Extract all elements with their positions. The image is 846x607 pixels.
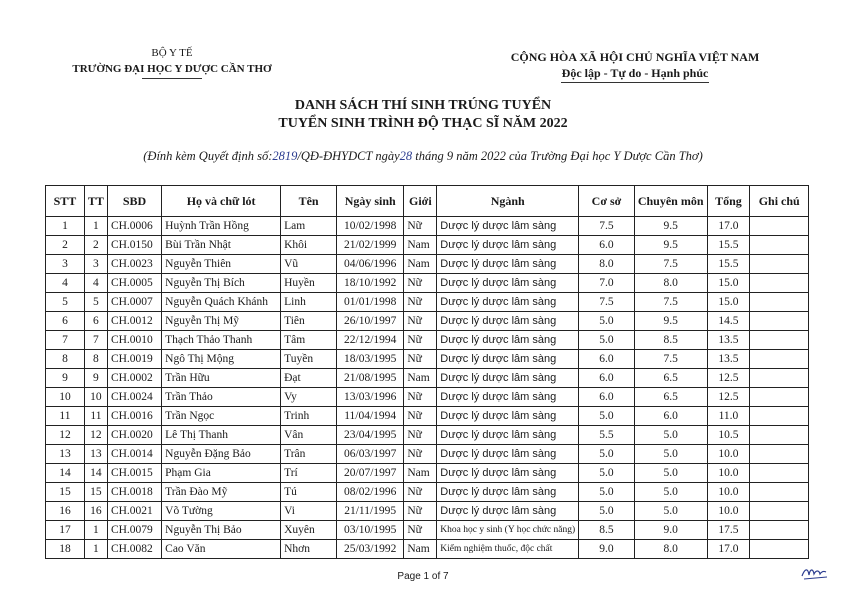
cell-co-so: 5.0	[579, 445, 635, 464]
cell-ngay-sinh: 21/11/1995	[337, 502, 404, 521]
cell-gioi: Nam	[404, 540, 437, 559]
cell-tong: 15.0	[707, 274, 750, 293]
cell-ghi-chu	[750, 236, 809, 255]
cell-ho-va-chu-lot: Nguyễn Thị Bích	[162, 274, 281, 293]
cell-ghi-chu	[750, 426, 809, 445]
cell-ten: Vy	[281, 388, 337, 407]
cell-chuyen-mon: 9.5	[634, 312, 707, 331]
cell-stt: 15	[46, 483, 85, 502]
cell-tt: 11	[84, 407, 107, 426]
cell-tt: 1	[84, 217, 107, 236]
cell-chuyen-mon: 5.0	[634, 464, 707, 483]
cell-tong: 12.5	[707, 388, 750, 407]
cell-tong: 12.5	[707, 369, 750, 388]
table-header-row	[46, 186, 809, 217]
cell-ngay-sinh: 08/02/1996	[337, 483, 404, 502]
column-header-chuyen-mon: Chuyên môn	[634, 186, 707, 217]
cell-co-so: 8.5	[579, 521, 635, 540]
cell-gioi: Nữ	[404, 350, 437, 369]
document-subtitle-title: TUYỂN SINH TRÌNH ĐỘ THẠC SĨ NĂM 2022	[278, 116, 568, 131]
column-header-ten: Tên	[281, 186, 337, 217]
cell-tt: 15	[84, 483, 107, 502]
cell-stt: 8	[46, 350, 85, 369]
cell-sbd: CH.0020	[107, 426, 161, 445]
cell-co-so: 7.0	[579, 274, 635, 293]
cell-ho-va-chu-lot: Thạch Thảo Thanh	[162, 331, 281, 350]
cell-gioi: Nữ	[404, 388, 437, 407]
cell-ten: Linh	[281, 293, 337, 312]
cell-ngay-sinh: 01/01/1998	[337, 293, 404, 312]
cell-sbd: CH.0014	[107, 445, 161, 464]
cell-tt: 7	[84, 331, 107, 350]
cell-ho-va-chu-lot: Trần Ngọc	[162, 407, 281, 426]
cell-stt: 7	[46, 331, 85, 350]
cell-co-so: 5.0	[579, 407, 635, 426]
cell-chuyen-mon: 9.0	[634, 521, 707, 540]
cell-co-so: 9.0	[579, 540, 635, 559]
cell-ten: Xuyên	[281, 521, 337, 540]
cell-sbd: CH.0006	[107, 217, 161, 236]
cell-stt: 11	[46, 407, 85, 426]
cell-nganh: Khoa học y sinh (Y học chức năng)	[437, 521, 579, 540]
cell-ngay-sinh: 18/03/1995	[337, 350, 404, 369]
cell-chuyen-mon: 8.0	[634, 274, 707, 293]
cell-ten: Khôi	[281, 236, 337, 255]
cell-tong: 13.5	[707, 350, 750, 369]
cell-nganh: Dược lý dược lâm sàng	[437, 502, 579, 521]
table-row	[46, 331, 809, 350]
decision-day: 28	[399, 149, 413, 163]
cell-ho-va-chu-lot: Ngô Thị Mộng	[162, 350, 281, 369]
cell-ghi-chu	[750, 217, 809, 236]
cell-stt: 6	[46, 312, 85, 331]
cell-gioi: Nữ	[404, 407, 437, 426]
cell-stt: 17	[46, 521, 85, 540]
cell-chuyen-mon: 8.0	[634, 540, 707, 559]
cell-sbd: CH.0018	[107, 483, 161, 502]
decision-reference	[0, 149, 846, 164]
cell-ten: Tú	[281, 483, 337, 502]
cell-sbd: CH.0005	[107, 274, 161, 293]
column-header-ho-va-chu-lot: Họ và chữ lót	[162, 186, 281, 217]
cell-stt: 9	[46, 369, 85, 388]
decision-number: 2819	[272, 149, 298, 163]
cell-chuyen-mon: 9.5	[634, 236, 707, 255]
cell-gioi: Nam	[404, 236, 437, 255]
cell-ngay-sinh: 13/03/1996	[337, 388, 404, 407]
cell-chuyen-mon: 5.0	[634, 445, 707, 464]
cell-gioi: Nữ	[404, 312, 437, 331]
cell-chuyen-mon: 7.5	[634, 293, 707, 312]
cell-tt: 14	[84, 464, 107, 483]
cell-stt: 2	[46, 236, 85, 255]
cell-ngay-sinh: 22/12/1994	[337, 331, 404, 350]
cell-chuyen-mon: 9.5	[634, 217, 707, 236]
cell-ten: Trí	[281, 464, 337, 483]
column-header-tt: TT	[84, 186, 107, 217]
cell-ten: Trân	[281, 445, 337, 464]
cell-co-so: 5.0	[579, 464, 635, 483]
cell-tt: 10	[84, 388, 107, 407]
cell-gioi: Nữ	[404, 331, 437, 350]
cell-co-so: 5.0	[579, 312, 635, 331]
table-body	[46, 217, 809, 559]
table-row	[46, 540, 809, 559]
table-row	[46, 407, 809, 426]
cell-ho-va-chu-lot: Bùi Trần Nhật	[162, 236, 281, 255]
table-row	[46, 236, 809, 255]
cell-sbd: CH.0082	[107, 540, 161, 559]
cell-gioi: Nam	[404, 255, 437, 274]
cell-ngay-sinh: 11/04/1994	[337, 407, 404, 426]
cell-tong: 17.0	[707, 540, 750, 559]
ministry-name: BỘ Y TẾ	[151, 47, 193, 59]
cell-tong: 17.5	[707, 521, 750, 540]
cell-ngay-sinh: 03/10/1995	[337, 521, 404, 540]
cell-tt: 1	[84, 521, 107, 540]
table-row	[46, 426, 809, 445]
column-header-gioi: Giới	[404, 186, 437, 217]
cell-gioi: Nữ	[404, 445, 437, 464]
cell-ngay-sinh: 18/10/1992	[337, 274, 404, 293]
table-row	[46, 445, 809, 464]
cell-ten: Lam	[281, 217, 337, 236]
decision-suffix: tháng 9 năm 2022 của Trường Đại học Y Dược Cần Thơ)	[412, 149, 703, 163]
table-row	[46, 274, 809, 293]
header-left	[62, 45, 282, 79]
cell-nganh: Dược lý dược lâm sàng	[437, 388, 579, 407]
cell-ghi-chu	[750, 369, 809, 388]
cell-ngay-sinh: 25/03/1992	[337, 540, 404, 559]
cell-stt: 4	[46, 274, 85, 293]
cell-ngay-sinh: 21/02/1999	[337, 236, 404, 255]
cell-nganh: Dược lý dược lâm sàng	[437, 464, 579, 483]
cell-tong: 13.5	[707, 331, 750, 350]
cell-tt: 13	[84, 445, 107, 464]
cell-tt: 1	[84, 540, 107, 559]
cell-sbd: CH.0024	[107, 388, 161, 407]
cell-ngay-sinh: 06/03/1997	[337, 445, 404, 464]
cell-tong: 10.0	[707, 464, 750, 483]
cell-ghi-chu	[750, 350, 809, 369]
cell-ghi-chu	[750, 255, 809, 274]
table-row	[46, 350, 809, 369]
cell-ngay-sinh: 20/07/1997	[337, 464, 404, 483]
cell-tong: 11.0	[707, 407, 750, 426]
cell-sbd: CH.0019	[107, 350, 161, 369]
table-row	[46, 312, 809, 331]
cell-tong: 10.0	[707, 445, 750, 464]
cell-ghi-chu	[750, 293, 809, 312]
cell-ten: Tuyền	[281, 350, 337, 369]
table-row	[46, 483, 809, 502]
cell-ten: Tiên	[281, 312, 337, 331]
cell-chuyen-mon: 8.5	[634, 331, 707, 350]
table-row	[46, 217, 809, 236]
cell-ten: Vi	[281, 502, 337, 521]
cell-co-so: 6.0	[579, 388, 635, 407]
cell-ngay-sinh: 04/06/1996	[337, 255, 404, 274]
cell-sbd: CH.0010	[107, 331, 161, 350]
cell-tt: 4	[84, 274, 107, 293]
cell-chuyen-mon: 5.0	[634, 502, 707, 521]
cell-ghi-chu	[750, 464, 809, 483]
cell-ten: Huyền	[281, 274, 337, 293]
cell-ho-va-chu-lot: Cao Văn	[162, 540, 281, 559]
cell-stt: 16	[46, 502, 85, 521]
cell-gioi: Nam	[404, 464, 437, 483]
cell-tt: 2	[84, 236, 107, 255]
cell-gioi: Nữ	[404, 293, 437, 312]
cell-tt: 9	[84, 369, 107, 388]
cell-ghi-chu	[750, 331, 809, 350]
cell-ghi-chu	[750, 540, 809, 559]
cell-ho-va-chu-lot: Lê Thị Thanh	[162, 426, 281, 445]
cell-sbd: CH.0002	[107, 369, 161, 388]
cell-ho-va-chu-lot: Nguyễn Đặng Bảo	[162, 445, 281, 464]
cell-ho-va-chu-lot: Nguyễn Quách Khánh	[162, 293, 281, 312]
cell-co-so: 6.0	[579, 350, 635, 369]
candidates-table	[45, 185, 809, 559]
cell-tong: 10.5	[707, 426, 750, 445]
column-header-stt: STT	[46, 186, 85, 217]
cell-ghi-chu	[750, 274, 809, 293]
cell-ghi-chu	[750, 502, 809, 521]
cell-gioi: Nữ	[404, 521, 437, 540]
national-motto: Độc lập - Tự do - Hạnh phúc	[561, 66, 709, 80]
cell-ghi-chu	[750, 521, 809, 540]
cell-ho-va-chu-lot: Nguyễn Thị Bảo	[162, 521, 281, 540]
cell-tt: 8	[84, 350, 107, 369]
cell-sbd: CH.0023	[107, 255, 161, 274]
country-name: CỘNG HÒA XÃ HỘI CHỦ NGHĨA VIỆT NAM	[510, 50, 760, 64]
cell-ho-va-chu-lot: Trần Đào Mỹ	[162, 483, 281, 502]
cell-co-so: 7.5	[579, 293, 635, 312]
header-right	[495, 49, 775, 83]
cell-sbd: CH.0079	[107, 521, 161, 540]
cell-chuyen-mon: 6.0	[634, 407, 707, 426]
cell-nganh: Dược lý dược lâm sàng	[437, 236, 579, 255]
column-header-ghi-chu: Ghi chú	[750, 186, 809, 217]
cell-chuyen-mon: 5.0	[634, 426, 707, 445]
cell-ten: Đạt	[281, 369, 337, 388]
cell-co-so: 6.0	[579, 369, 635, 388]
table-row	[46, 369, 809, 388]
cell-ngay-sinh: 23/04/1995	[337, 426, 404, 445]
decision-mid: /QĐ-ĐHYDCT ngày	[297, 149, 400, 163]
cell-sbd: CH.0015	[107, 464, 161, 483]
cell-tong: 10.0	[707, 502, 750, 521]
handwritten-initials-icon	[800, 562, 830, 582]
cell-sbd: CH.0012	[107, 312, 161, 331]
cell-ho-va-chu-lot: Trần Thảo	[162, 388, 281, 407]
cell-tong: 14.5	[707, 312, 750, 331]
cell-tt: 6	[84, 312, 107, 331]
cell-ten: Vũ	[281, 255, 337, 274]
decision-prefix: (Đính kèm Quyết định số:	[143, 149, 273, 163]
cell-ho-va-chu-lot: Phạm Gia	[162, 464, 281, 483]
column-header-nganh: Ngành	[437, 186, 579, 217]
cell-co-so: 8.0	[579, 255, 635, 274]
cell-ngay-sinh: 10/02/1998	[337, 217, 404, 236]
cell-stt: 1	[46, 217, 85, 236]
table-row	[46, 464, 809, 483]
cell-stt: 3	[46, 255, 85, 274]
cell-chuyen-mon: 6.5	[634, 369, 707, 388]
cell-gioi: Nữ	[404, 426, 437, 445]
page-number: Page 1 of 7	[397, 571, 449, 582]
cell-nganh: Dược lý dược lâm sàng	[437, 255, 579, 274]
cell-stt: 14	[46, 464, 85, 483]
cell-ghi-chu	[750, 312, 809, 331]
cell-gioi: Nam	[404, 369, 437, 388]
cell-nganh: Kiểm nghiệm thuốc, độc chất	[437, 540, 579, 559]
cell-ho-va-chu-lot: Trần Hữu	[162, 369, 281, 388]
cell-ghi-chu	[750, 483, 809, 502]
cell-stt: 18	[46, 540, 85, 559]
cell-ghi-chu	[750, 388, 809, 407]
school-name: TRƯỜNG ĐẠI HỌC Y DƯỢC CẦN THƠ	[72, 63, 272, 75]
table-row	[46, 255, 809, 274]
cell-tong: 17.0	[707, 217, 750, 236]
cell-stt: 5	[46, 293, 85, 312]
cell-nganh: Dược lý dược lâm sàng	[437, 293, 579, 312]
cell-tt: 16	[84, 502, 107, 521]
cell-nganh: Dược lý dược lâm sàng	[437, 331, 579, 350]
cell-nganh: Dược lý dược lâm sàng	[437, 445, 579, 464]
table-row	[46, 502, 809, 521]
cell-ngay-sinh: 21/08/1995	[337, 369, 404, 388]
cell-ten: Trinh	[281, 407, 337, 426]
cell-gioi: Nữ	[404, 217, 437, 236]
cell-ho-va-chu-lot: Huỳnh Trần Hồng	[162, 217, 281, 236]
cell-co-so: 6.0	[579, 236, 635, 255]
cell-ho-va-chu-lot: Võ Tường	[162, 502, 281, 521]
cell-sbd: CH.0016	[107, 407, 161, 426]
cell-ten: Vân	[281, 426, 337, 445]
cell-gioi: Nữ	[404, 502, 437, 521]
cell-nganh: Dược lý dược lâm sàng	[437, 426, 579, 445]
cell-co-so: 5.5	[579, 426, 635, 445]
cell-tong: 15.5	[707, 236, 750, 255]
cell-stt: 13	[46, 445, 85, 464]
cell-chuyen-mon: 7.5	[634, 350, 707, 369]
cell-nganh: Dược lý dược lâm sàng	[437, 483, 579, 502]
cell-stt: 10	[46, 388, 85, 407]
cell-ghi-chu	[750, 407, 809, 426]
cell-ho-va-chu-lot: Nguyễn Thiên	[162, 255, 281, 274]
cell-ho-va-chu-lot: Nguyễn Thị Mỹ	[162, 312, 281, 331]
header-right-underline	[561, 82, 709, 83]
cell-ten: Tâm	[281, 331, 337, 350]
cell-gioi: Nữ	[404, 274, 437, 293]
cell-gioi: Nữ	[404, 483, 437, 502]
cell-chuyen-mon: 6.5	[634, 388, 707, 407]
cell-nganh: Dược lý dược lâm sàng	[437, 217, 579, 236]
table-row	[46, 388, 809, 407]
cell-stt: 12	[46, 426, 85, 445]
table-row	[46, 521, 809, 540]
cell-tt: 12	[84, 426, 107, 445]
cell-tt: 3	[84, 255, 107, 274]
cell-chuyen-mon: 7.5	[634, 255, 707, 274]
table-row	[46, 293, 809, 312]
cell-tong: 10.0	[707, 483, 750, 502]
cell-ngay-sinh: 26/10/1997	[337, 312, 404, 331]
cell-co-so: 5.0	[579, 502, 635, 521]
column-header-co-so: Cơ sở	[579, 186, 635, 217]
cell-ghi-chu	[750, 445, 809, 464]
cell-ten: Nhơn	[281, 540, 337, 559]
column-header-tong: Tổng	[707, 186, 750, 217]
cell-nganh: Dược lý dược lâm sàng	[437, 369, 579, 388]
cell-chuyen-mon: 5.0	[634, 483, 707, 502]
column-header-ngay-sinh: Ngày sinh	[337, 186, 404, 217]
cell-nganh: Dược lý dược lâm sàng	[437, 350, 579, 369]
document-title: DANH SÁCH THÍ SINH TRÚNG TUYỂN	[294, 98, 552, 113]
cell-tong: 15.0	[707, 293, 750, 312]
cell-nganh: Dược lý dược lâm sàng	[437, 312, 579, 331]
cell-nganh: Dược lý dược lâm sàng	[437, 407, 579, 426]
cell-tong: 15.5	[707, 255, 750, 274]
cell-sbd: CH.0007	[107, 293, 161, 312]
cell-co-so: 5.0	[579, 331, 635, 350]
header-left-underline	[142, 78, 202, 79]
cell-co-so: 5.0	[579, 483, 635, 502]
cell-co-so: 7.5	[579, 217, 635, 236]
cell-tt: 5	[84, 293, 107, 312]
cell-sbd: CH.0021	[107, 502, 161, 521]
cell-nganh: Dược lý dược lâm sàng	[437, 274, 579, 293]
column-header-sbd: SBD	[107, 186, 161, 217]
cell-sbd: CH.0150	[107, 236, 161, 255]
